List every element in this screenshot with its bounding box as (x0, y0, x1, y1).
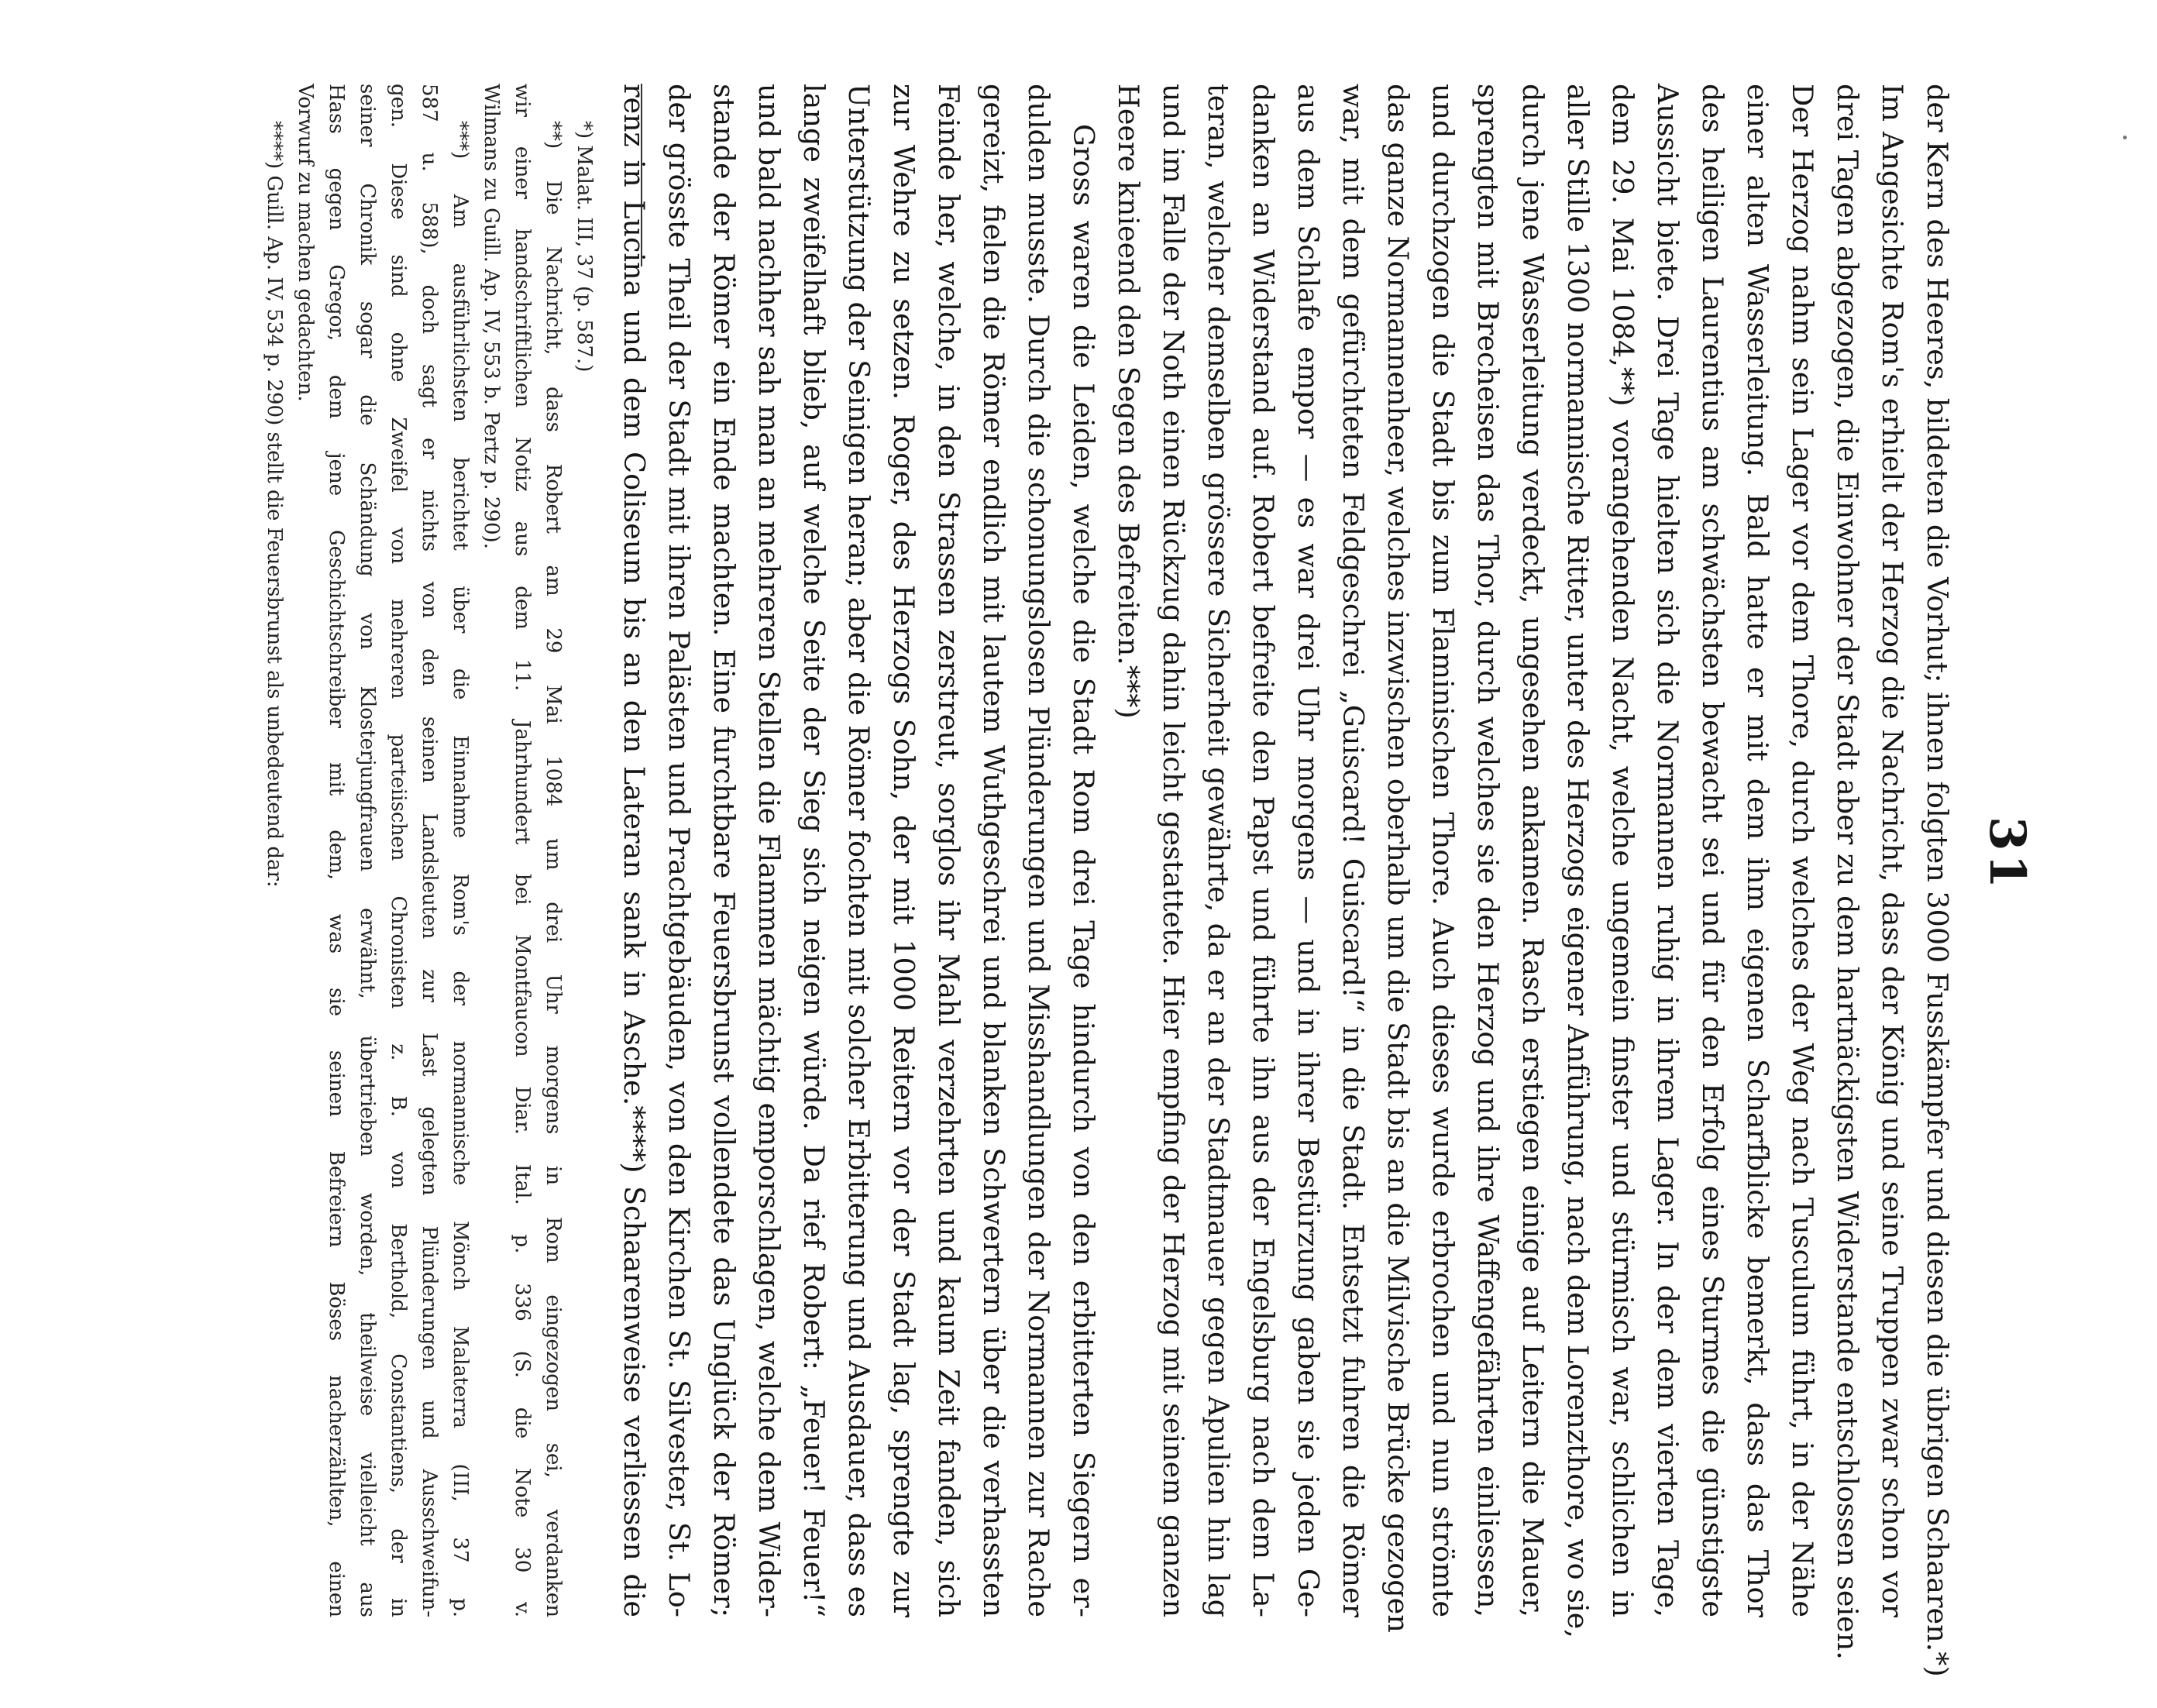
footnote-line: ***) Am ausführlichsten berichtet über die Einnahme Rom's der normannische Mönch Malaterra (III, 37 p. (449, 121, 472, 1617)
footnote-divider (641, 84, 642, 266)
footnote-line: **) Die Nachricht, dass Robert am 29 Mai 1084 um drei Uhr morgens in Rom eingezogen sei, verdanken (542, 121, 565, 1617)
footnote-line: *) Malat. III, 37 (p. 587.) (573, 121, 596, 373)
body-line: war, mit dem gefürchteten Feldgeschrei „Guiscard! Guiscard!“ in die Stadt. Entsetzt fuhren die Römer (1337, 84, 1370, 1617)
body-line: aller Stille 1300 normannische Ritter, unter des Herzogs eigener Anführung, nach dem Lorenzthore, wo sie, (1561, 84, 1595, 1638)
body-line: sprengten mit Brecheisen das Thor, durch welches sie den Herzog und ihre Waffengefährten einliessen, (1471, 84, 1505, 1617)
body-line: Der Herzog nahm sein Lager vor dem Thore, durch welches der Weg nach Tusculum führt, in der Nähe (1786, 84, 1819, 1617)
body-line: Heere knieend den Segen des Befreiten.***) (1112, 84, 1145, 719)
footnote-line: Wilmans zu Guill. Ap. IV, 553 b. Pertz p. 290). (480, 84, 503, 549)
body-line: und im Falle der Noth einen Rückzug dahin leicht gestattete. Hier empfing der Herzog mit seinem ganzen (1157, 84, 1190, 1617)
body-line: lange zweifelhaft blieb, auf welche Seite der Sieg sich neigen würde. Da rief Robert: „Feuer! Feuer!“ (797, 84, 831, 1617)
footnote-line: wir einer handschriftlichen Notiz aus dem 11. Jahrhundert bei Montfaucon Diar. Ital. p. 336 (S. die Note 30 v. (511, 84, 534, 1617)
body-line: dem 29. Mai 1084,**) vorangehenden Nacht, welche ungemein finster und stürmisch war, schlichen in (1606, 84, 1639, 1617)
body-line: und bald nachher sah man an mehreren Stellen die Flammen mächtig emporschlagen, welche dem Wider- (752, 84, 786, 1617)
footnote-line: Vorwurf zu machen gedachten. (294, 84, 317, 402)
body-line: Im Angesichte Rom's erhielt der Herzog die Nachricht, dass der König und seine Truppen zwar schon vor (1876, 84, 1909, 1617)
footnotes (259, 84, 600, 1617)
footnote-line: ****) Guill. Ap. IV, 534 p. 290) stellt die Feuersbrunst als unbedeutend dar: (263, 121, 286, 888)
footnote-line: gen. Diese sind ohne Zweifel von mehreren parteiischen Chronisten z. B. von Berthold, Constantiens, der in (387, 84, 410, 1617)
body-line: drei Tagen abgezogen, die Einwohner der Stadt aber zu dem hartnäckigsten Widerstande entschlossen seien. (1831, 84, 1864, 1660)
body-line: Unterstützung der Seinigen heran; aber die Römer fochten mit solcher Erbitterung und Ausdauer, dass es (842, 84, 876, 1617)
body-line: danken an Widerstand auf. Robert befreite den Papst und führte ihn aus der Engelsburg nach dem La- (1247, 84, 1280, 1617)
footnote-line: 587 u. 588), doch sagt er nichts von den seinen Landsleuten zur Last gelegten Plünderungen und Ausschweifun- (418, 84, 441, 1617)
body-line: aus dem Schlafe empor — es war drei Uhr morgens — und in ihrer Bestürzung gaben sie jeden Ge- (1292, 84, 1325, 1617)
body-line: Aussicht biete. Drei Tage hielten sich die Normannen ruhig in ihrem Lager. In der dem vierten Tage, (1651, 84, 1684, 1617)
body-line: und durchzogen die Stadt bis zum Flaminischen Thore. Auch dieses wurde erbrochen und nun strömte (1426, 84, 1460, 1617)
body-line: Feinde her, welche, in den Strassen zerstreut, sorglos ihr Mahl verzehrten und kaum Zeit fanden, sich (932, 84, 965, 1617)
body-text (611, 84, 1959, 1677)
body-line: dulden musste. Durch die schonungslosen Plünderungen und Misshandlungen der Normannen zur Rache (1022, 84, 1055, 1617)
body-line: durch jene Wasserleitung verdeckt, ungesehen ankamen. Rasch erstiegen einige auf Leitern die Mauer, (1516, 84, 1550, 1617)
footnote-line: seiner Chronik sogar die Schändung von Klosterjungfrauen erwähnt, übertrieben worden, theilweise vielleicht aus (356, 84, 379, 1617)
body-line: das ganze Normannenheer, welches inzwischen oberhalb um die Stadt bis an die Milvische Brücke gezogen (1381, 84, 1415, 1633)
body-line: der grösste Theil der Stadt mit ihren Palästen und Prachtgebäuden, von den Kirchen St. Silvester, St. Lo- (662, 84, 696, 1617)
body-line: gereizt, fielen die Römer endlich mit lautem Wuthgeschrei und blanken Schwertern über die verhassten (977, 84, 1010, 1617)
body-line: der Kern des Heeres, bildeten die Vorhut; ihnen folgten 3000 Fusskämpfer und diesen die übrigen Schaaren.*) (1921, 84, 1954, 1677)
body-line: des heiligen Laurentius am schwächsten bewacht sei und für den Erfolg eines Sturmes die günstigste (1696, 84, 1729, 1617)
body-line: teran, welcher demselben grössere Sicherheit gewährte, da er an der Stadtmauer gegen Apulien hin lag (1202, 84, 1235, 1617)
body-line: renz in Lucina und dem Coliseum bis an den Lateran sank in Asche.****) Schaarenweise verliessen die (618, 84, 651, 1617)
page-number: 31 (1978, 816, 2036, 892)
body-line: einer alten Wasserleitung. Bald hatte er mit dem ihm eigenen Scharfblicke bemerkt, dass das Thor (1741, 84, 1774, 1617)
footnote-line: Hass gegen Gregor, dem jene Geschichtschreiber mit dem, was sie seinen Befreiern Böses nacherzählten, einen (325, 84, 348, 1617)
body-line: zur Wehre zu setzen. Roger, des Herzogs Sohn, der mit 1000 Reitern vor der Stadt lag, sprengte zur (887, 84, 920, 1617)
body-line: Gross waren die Leiden, welche die Stadt Rom drei Tage hindurch von den erbitterten Siegern er- (1067, 124, 1100, 1617)
scan-speck (2123, 136, 2127, 139)
body-line: stande der Römer ein Ende machten. Eine furchtbare Feuersbrunst vollendete das Unglück der Römer; (707, 84, 741, 1617)
